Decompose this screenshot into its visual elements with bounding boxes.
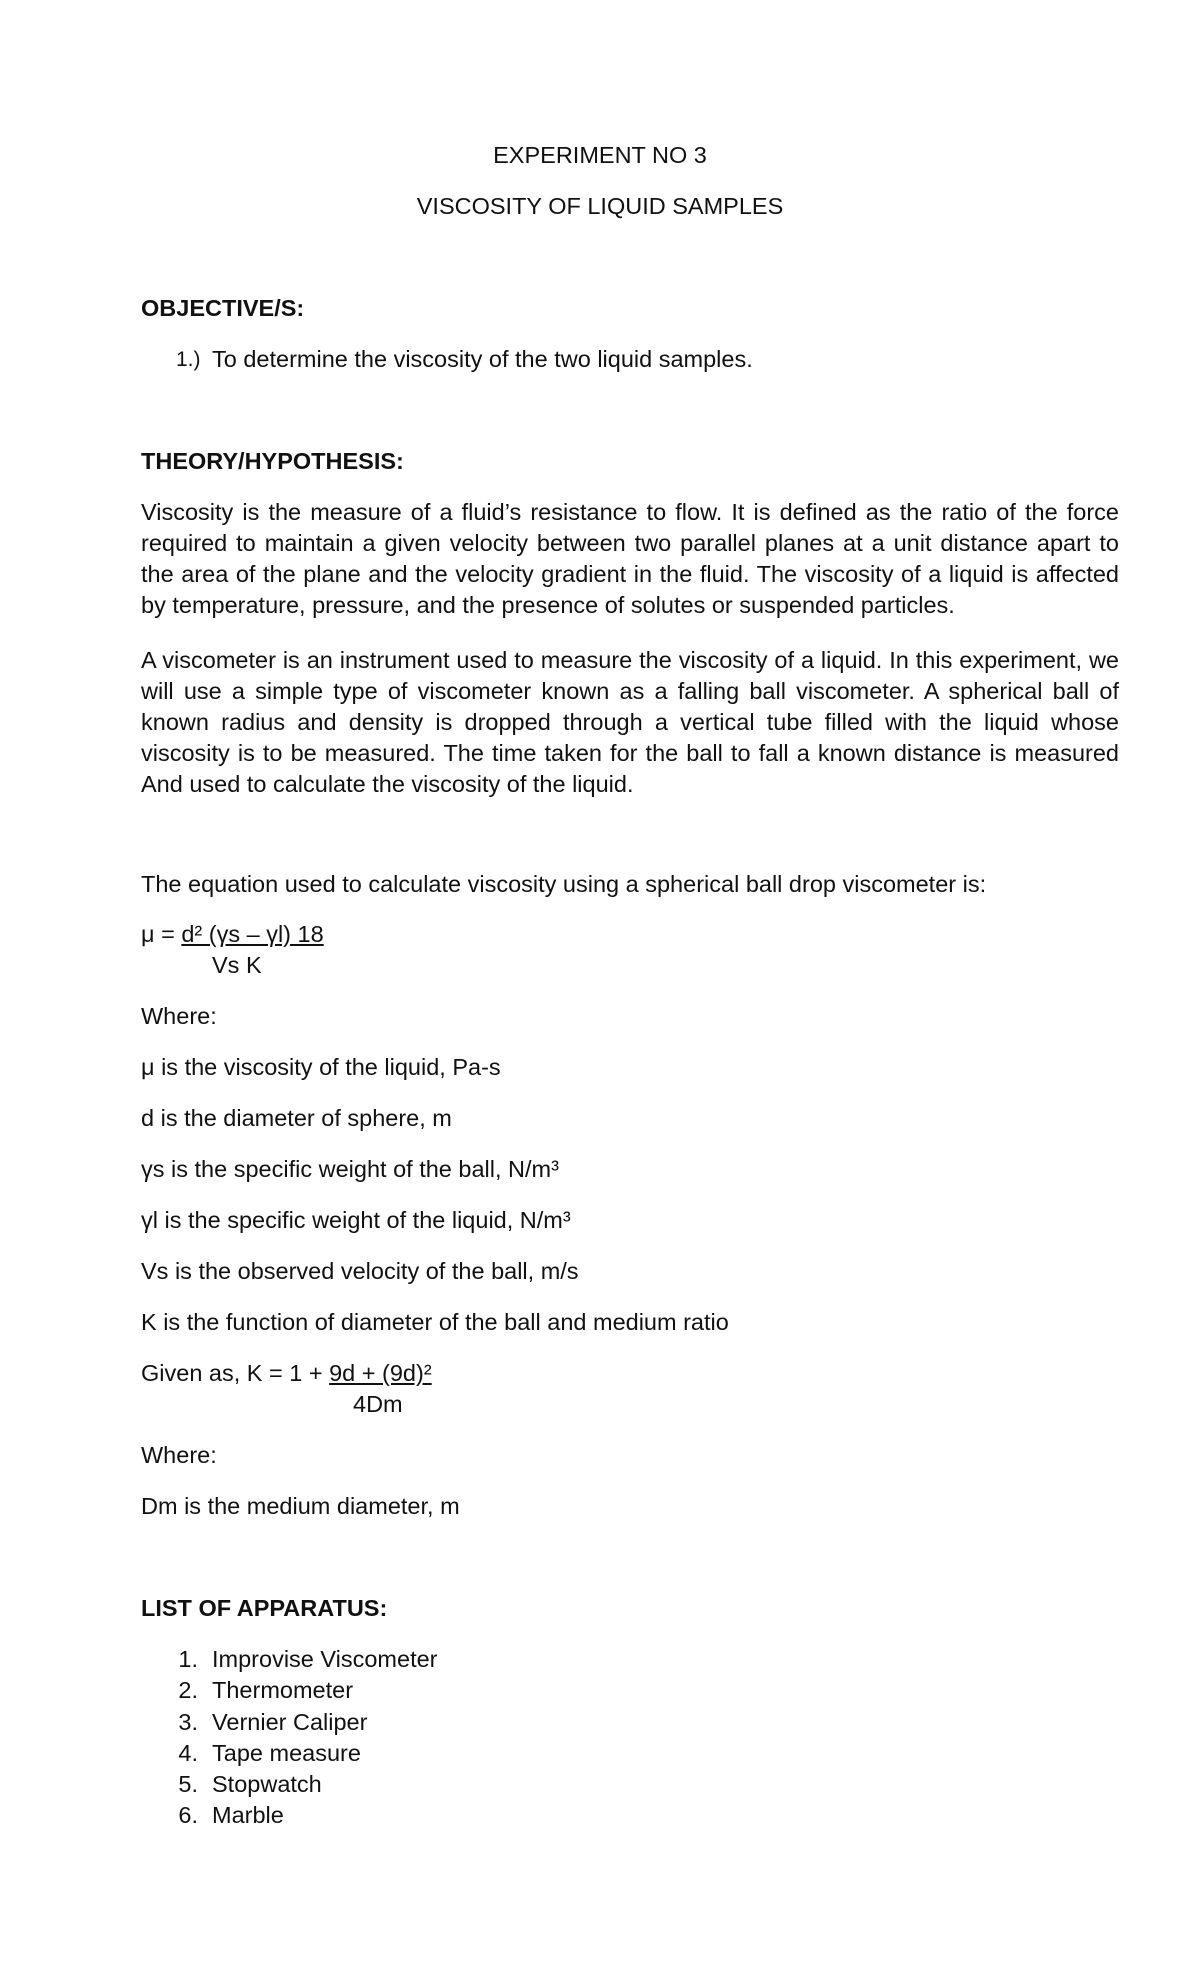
k-equation-lhs: Given as, K = 1 +: [141, 1360, 330, 1386]
objective-text: To determine the viscosity of the two liquid samples.: [212, 346, 753, 372]
definition-mu: μ is the viscosity of the liquid, Pa-s: [141, 1054, 501, 1080]
definition-gamma-s: γs is the specific weight of the ball, N/m³: [141, 1156, 559, 1182]
apparatus-list: [142, 1644, 742, 1832]
definition-vs: Vs is the observed velocity of the ball, m/s: [141, 1258, 579, 1284]
viscosity-equation-denominator: Vs K: [212, 952, 262, 978]
theory-paragraph-1: Viscosity is the measure of a fluid’s resistance to flow. It is defined as the ratio of the force required to maintain a given velocity between two parallel planes at a unit distance apart to the area of the plane and the velocity gradient in the fluid. The viscosity of a liquid is affected by temperature, pressure, and the presence of solutes or suspended particles.: [141, 499, 1119, 618]
where-label-2: Where:: [141, 1442, 217, 1468]
experiment-title: EXPERIMENT NO 3: [493, 142, 707, 168]
viscosity-equation-numerator: d² (γs – γl) 18: [181, 921, 324, 947]
list-item: 6. Marble: [178, 1802, 284, 1829]
k-equation-denominator: 4Dm: [353, 1391, 403, 1417]
theory-paragraph-2: A viscometer is an instrument used to measure the viscosity of a liquid. In this experiment, we will use a simple type of viscometer known as a falling ball viscometer. A spherical ball of known radius and density is dropped through a vertical tube filled with the liquid whose viscosity is to be measured. The time taken for the ball to fall a known distance is measured And used to calculate the viscosity of the liquid.: [141, 647, 1119, 797]
theory-heading: THEORY/HYPOTHESIS:: [141, 448, 404, 474]
definition-dm: Dm is the medium diameter, m: [141, 1493, 460, 1519]
objective-number: 1.): [176, 348, 201, 371]
objectives-heading: OBJECTIVE/S:: [141, 295, 305, 321]
definition-gamma-l: γl is the specific weight of the liquid, N/m³: [141, 1207, 571, 1233]
definition-d: d is the diameter of sphere, m: [141, 1105, 452, 1131]
viscosity-equation-lhs: μ =: [141, 921, 182, 947]
equation-intro: The equation used to calculate viscosity using a spherical ball drop viscometer is:: [141, 871, 987, 897]
viscosity-equation-numerator-line: [141, 919, 324, 950]
list-item: 3. Vernier Caliper: [178, 1708, 368, 1735]
apparatus-heading: LIST OF APPARATUS:: [141, 1595, 388, 1621]
k-equation-numerator: 9d + (9d)²: [329, 1360, 432, 1386]
list-item: 4. Tape measure: [178, 1739, 361, 1766]
where-label-1: Where:: [141, 1003, 217, 1029]
k-equation-numerator-line: [141, 1358, 432, 1389]
list-item: 5. Stopwatch: [178, 1771, 322, 1798]
definition-k: K is the function of diameter of the ball and medium ratio: [141, 1309, 729, 1335]
list-item: 1. Improvise Viscometer: [178, 1646, 438, 1672]
list-item: 2. Thermometer: [178, 1677, 354, 1704]
experiment-subtitle: VISCOSITY OF LIQUID SAMPLES: [416, 193, 784, 219]
